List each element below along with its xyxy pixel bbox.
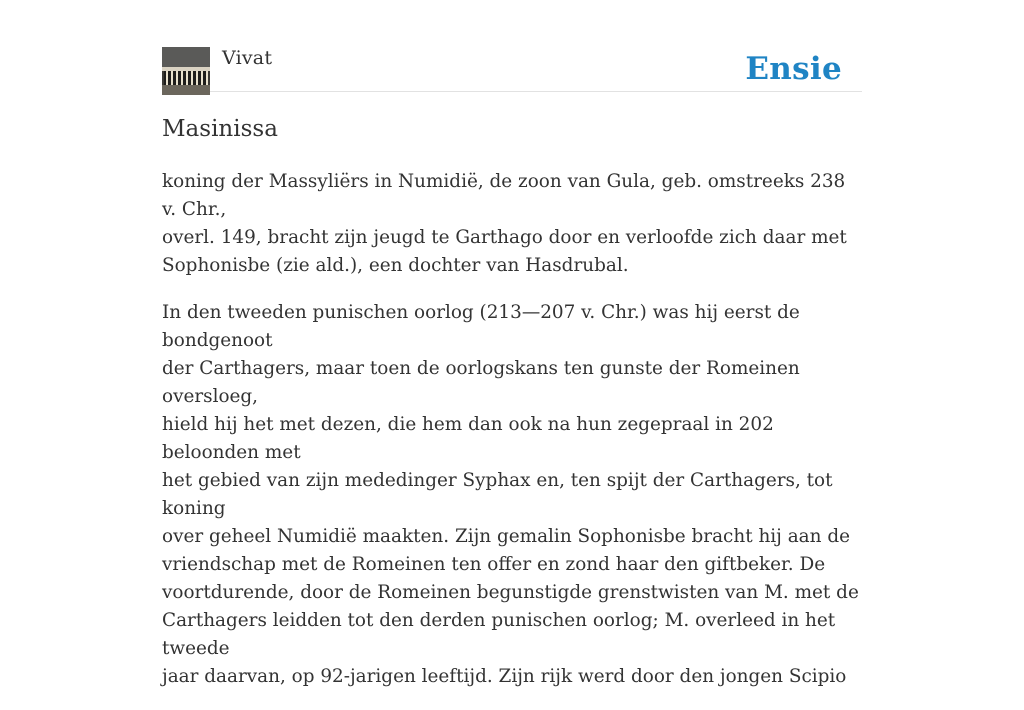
avatar[interactable] — [162, 47, 210, 95]
article-paragraph: In den tweeden punischen oorlog (213—207 v. Chr.) was hij eerst de bondgenoot der Carthagers, maar toen de oorlogskans ten gunste der Romeinen oversloeg, hield hij het met dezen, die hem dan ook na hun zegepraal in 202 beloonden met het gebied van zijn mededinger Syphax en, ten spijt der Carthagers, tot koning over geheel Numidië maakten. Zijn gemalin Sophonisbe bracht hij aan de vriendschap met de Romeinen ten offer en zond haar den giftbeker. De voortdurende, door de Romeinen begunstigde grenstwisten van M. met de Carthagers leidden tot den derden punischen oorlog; M. overleed in het tweede jaar daarvan, op 92-jarigen leeftijd. Zijn rijk werd door den jongen Scipio — [162, 302, 859, 687]
article-body — [162, 168, 862, 710]
building-photo-icon — [162, 47, 210, 95]
brand-logo[interactable]: Ensie — [745, 51, 842, 87]
article-title: Masinissa — [162, 116, 278, 142]
article-paragraph: koning der Massyliërs in Numidië, de zoon van Gula, geb. omstreeks 238 v. Chr., overl. 149, bracht zijn jeugd te Garthago door en verloofde zich daar met Sophonisbe (zie ald.), een dochter van Hasdrubal. — [162, 171, 847, 276]
page-header — [162, 45, 862, 92]
author-name[interactable]: Vivat — [222, 47, 273, 69]
